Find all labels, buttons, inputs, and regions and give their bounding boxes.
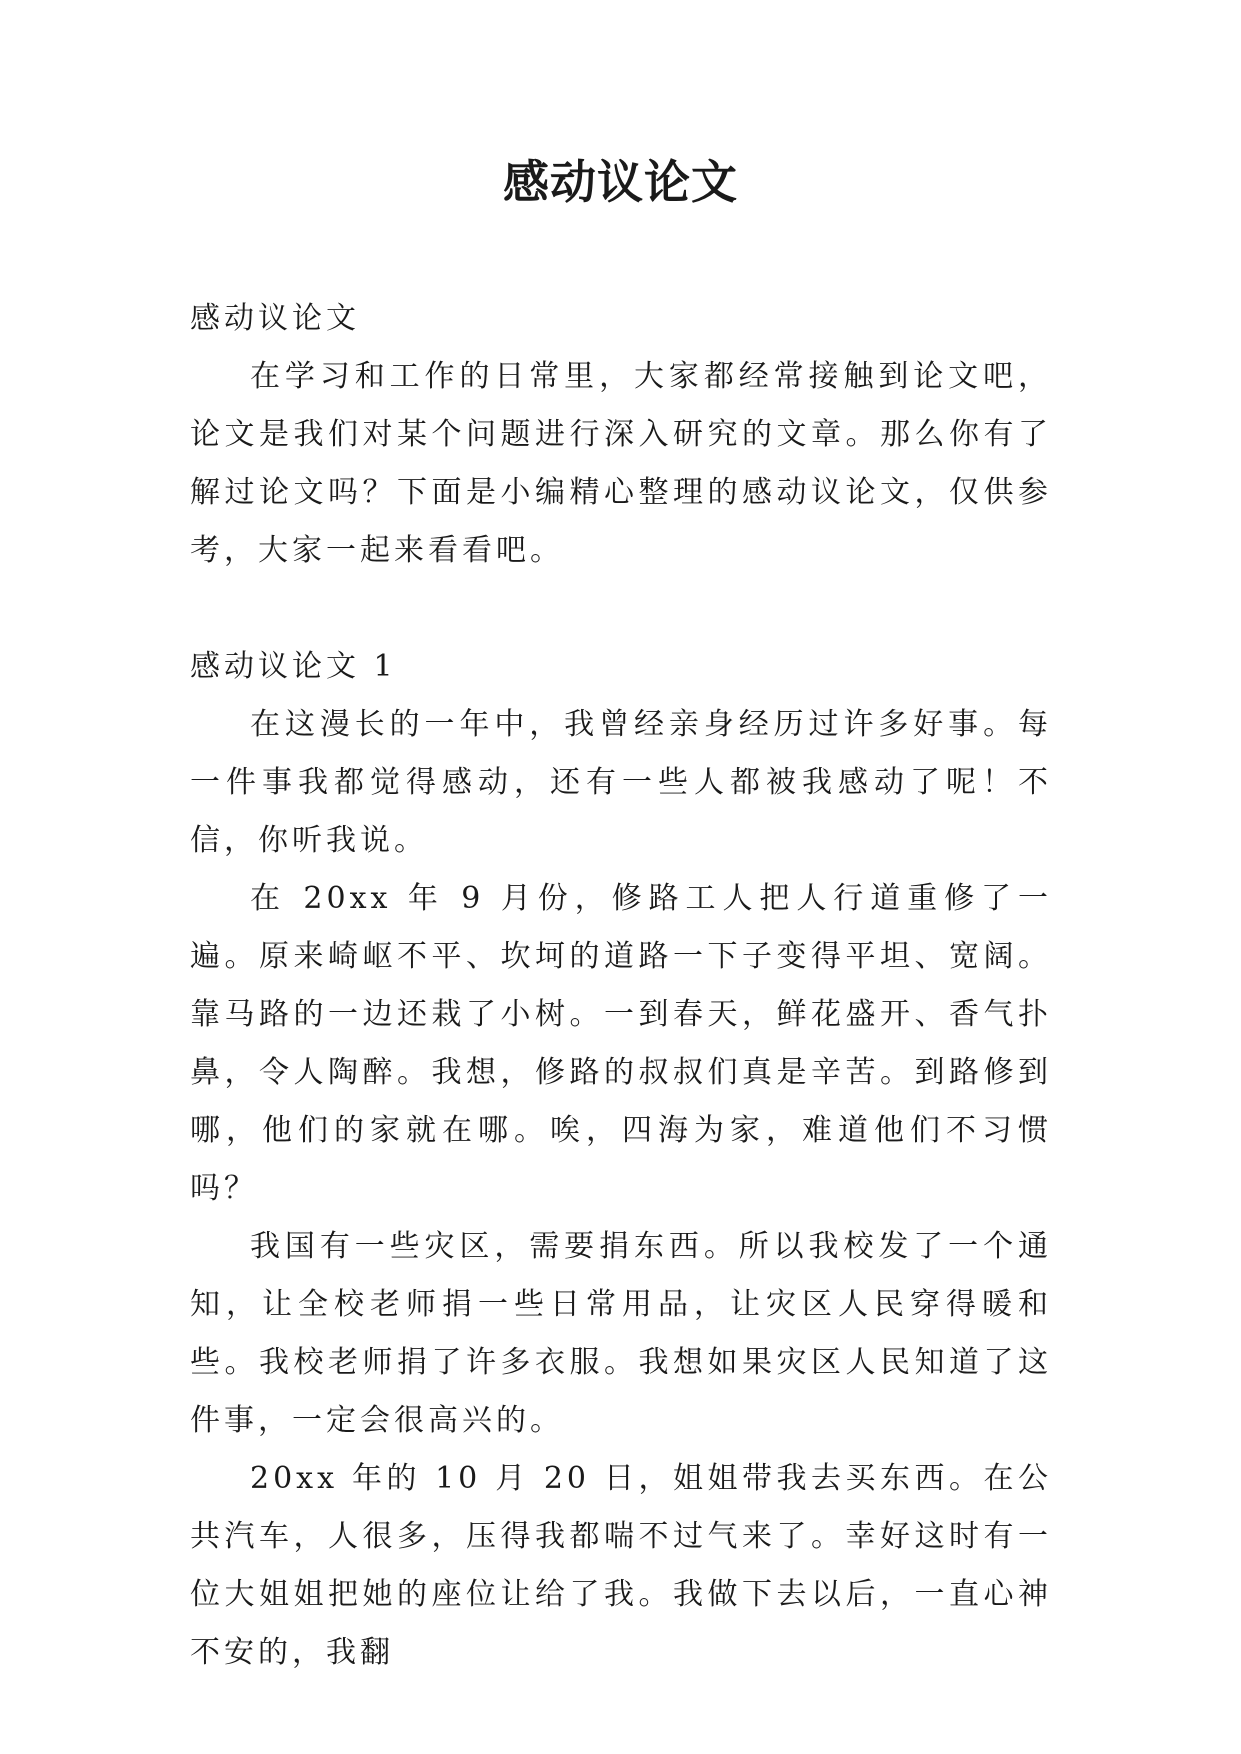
section-1-paragraph-1: 在这漫长的一年中，我曾经亲身经历过许多好事。每一件事我都觉得感动，还有一些人都被我感动了呢！不信，你听我说。 xyxy=(190,707,1052,858)
intro-paragraph: 在学习和工作的日常里，大家都经常接触到论文吧，论文是我们对某个问题进行深入研究的文章。那么你有了解过论文吗？下面是小编精心整理的感动议论文，仅供参考，大家一起来看看吧。 xyxy=(190,359,1052,568)
document-body xyxy=(190,290,1052,1682)
document-title: 感动议论文 xyxy=(503,155,738,209)
section-1-paragraph-4: 20xx 年的 10 月 20 日，姐姐带我去买东西。在公共汽车，人很多，压得我都喘不过气来了。幸好这时有一位大姐姐把她的座位让给了我。我做下去以后，一直心神不安的，我翻 xyxy=(190,1461,1052,1670)
intro-heading: 感动议论文 xyxy=(190,301,360,336)
section-1-paragraph-3: 我国有一些灾区，需要捐东西。所以我校发了一个通知，让全校老师捐一些日常用品，让灾区人民穿得暖和些。我校老师捐了许多衣服。我想如果灾区人民知道了这件事，一定会很高兴的。 xyxy=(190,1229,1052,1438)
section-1-paragraph-2: 在 20xx 年 9 月份，修路工人把人行道重修了一遍。原来崎岖不平、坎坷的道路一下子变得平坦、宽阔。靠马路的一边还栽了小树。一到春天，鲜花盛开、香气扑鼻，令人陶醉。我想，修路的叔叔们真是辛苦。到路修到哪，他们的家就在哪。唉，四海为家，难道他们不习惯吗？ xyxy=(190,881,1052,1206)
section-spacer xyxy=(190,580,1052,638)
section-1-heading: 感动议论文 1 xyxy=(190,649,397,684)
